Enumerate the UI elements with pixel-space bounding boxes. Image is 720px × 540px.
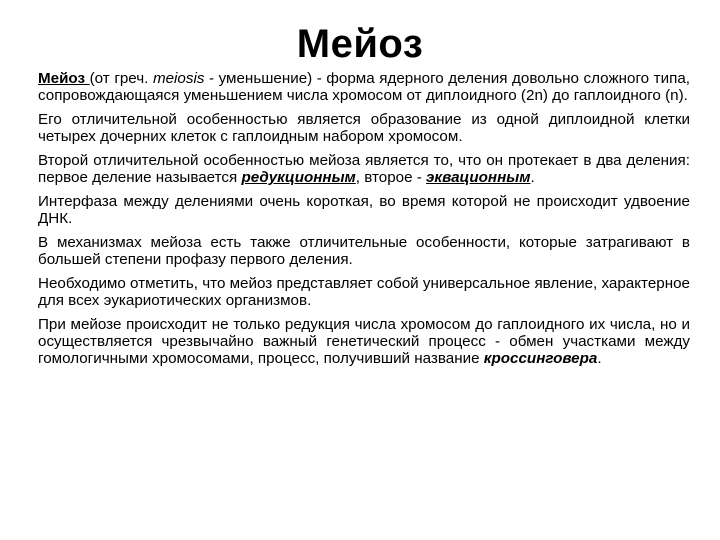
paragraph-mechanisms [38,234,690,268]
term-meiosis: Мейоз [38,70,90,87]
definition-text-a: (от греч. [89,70,153,87]
term-equational: эквационным [426,169,531,186]
definition-text-b: - уменьшение) - форма ядерного деления довольно сложного типа, сопровождающаяся уменьшением числа хромосом от диплоидного (2n) до гаплоидного (n). [38,70,690,104]
paragraph-crossing-over [38,316,690,367]
paragraph-feature-two [38,152,690,186]
feature-two-text-b: , второе - [355,169,427,186]
paragraph-interphase [38,193,690,227]
feature-two-text-c: . [530,169,535,186]
mechanisms-text: В механизмах мейоза есть также отличительные особенности, которые затрагивают в большей степени профазу первого деления. [38,234,690,268]
paragraph-definition [38,70,690,104]
term-reductional: редукционным [241,169,356,186]
crossing-over-text-a: При мейозе происходит не только редукция числа хромосом до гаплоидного их числа, но и осуществляется чрезвычайно важный генетический процесс - обмен участками между гомологичными хромосомами, процесс, получивший название [38,316,690,367]
feature-one-text: Его отличительной особенностью является образование из одной диплоидной клетки четырех дочерних клеток с гаплоидным набором хромосом. [38,111,690,145]
term-crossing-over: кроссинговера [483,350,598,367]
paragraph-feature-one [38,111,690,145]
universal-text: Необходимо отметить, что мейоз представляет собой универсальное явление, характерное для всех эукариотических организмов. [38,275,691,309]
feature-two-text-a: Второй отличительной особенностью мейоза является то, что он протекает в два деления: первое деление называется [38,152,690,186]
greek-word: meiosis [152,70,205,87]
slide-title: Мейоз [296,22,424,66]
slide-content [38,70,690,374]
paragraph-universal [38,275,690,309]
crossing-over-text-b: . [597,350,602,367]
interphase-text: Интерфаза между делениями очень короткая, во время которой не происходит удвоение ДНК. [38,193,690,227]
